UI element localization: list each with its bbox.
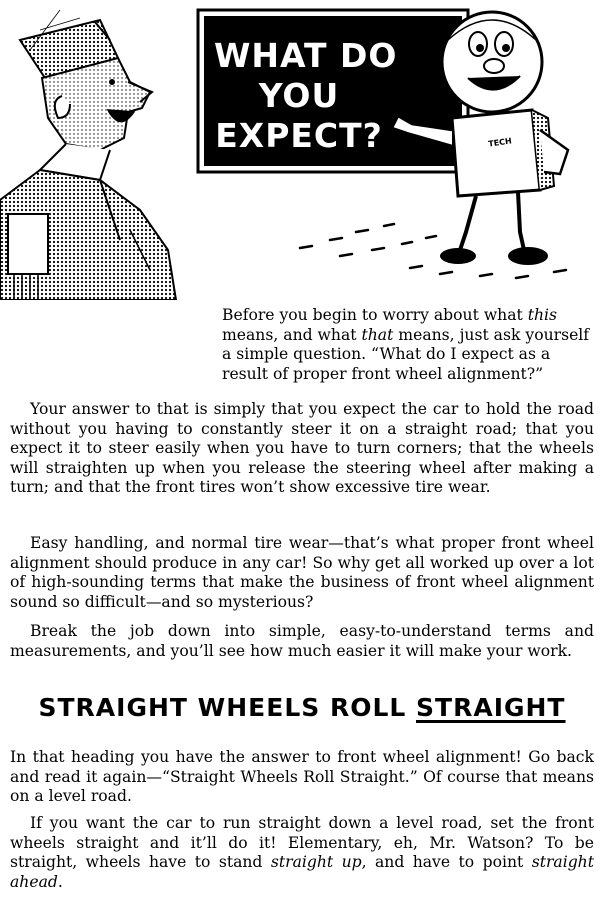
- paragraph-text-3: .: [57, 872, 63, 891]
- blackboard-line-2: YOU: [258, 76, 340, 115]
- blackboard-text: [214, 36, 398, 156]
- paragraph-text: Break the job down into simple, easy-to-understand terms and measurements, and you’ll see how much easier it will make your work.: [10, 622, 594, 660]
- illustration: [0, 0, 600, 300]
- blackboard-line-3: EXPECT?: [215, 116, 383, 155]
- mechanic-figure: [0, 10, 176, 300]
- paragraph-straight-wheels: [10, 814, 594, 892]
- emphasis-straight-up: straight up: [270, 853, 362, 872]
- robot-badge: TECH: [487, 136, 513, 149]
- paragraph-text: Your answer to that is simply that you expect the car to hold the road without you having to constantly steer it on a straight road; that you expect it to steer easily when you have to turn corners; that the wheels will straighten up when you release the steering wheel after making a turn; and that the front tires won’t show excessive tire wear.: [10, 400, 594, 497]
- blackboard-line-1: WHAT DO: [214, 36, 398, 75]
- intro-emphasis-that: that: [361, 325, 394, 344]
- intro-text-3: means, just ask yourself a simple question. “What do I expect as a result of proper front wheel alignment?”: [222, 325, 590, 383]
- paragraph-text: [10, 814, 594, 892]
- intro-text-1: Before you begin to worry about what: [222, 306, 528, 324]
- paragraph-easy-handling: [10, 534, 594, 612]
- paragraph-text-1: If you want the car to run straight down a level road, set the front wheels straight and it’ll do it! Elementary, eh, Mr. Watson? To be straight, wheels have to stand: [10, 814, 594, 872]
- intro-text-2: means, and what: [222, 325, 362, 344]
- paragraph-heading-answer: [10, 748, 594, 807]
- emphasis-straight-ahead: straight ahead: [10, 853, 594, 891]
- intro-paragraph: [222, 306, 594, 384]
- paragraph-answer: [10, 400, 594, 498]
- intro-emphasis-this: this: [527, 306, 558, 324]
- paragraph-text-2: , and have to point: [361, 853, 532, 872]
- paragraph-text: In that heading you have the answer to front wheel alignment! Go back and read it again—“Straight Wheels Roll Straight.” Of course that means on a level road.: [10, 748, 594, 806]
- paragraph-text: Easy handling, and normal tire wear—that’s what proper front wheel alignment should produce in any car! So why get all worked up over a lot of high-sounding terms that make the business of front wheel alignment sound so difficult—and so mysterious?: [10, 534, 594, 611]
- heading-text: STRAIGHT WHEELS ROLL: [38, 693, 417, 722]
- paragraph-break-job: [10, 622, 594, 661]
- section-heading: [10, 688, 594, 728]
- heading-underlined-word: STRAIGHT: [416, 693, 566, 722]
